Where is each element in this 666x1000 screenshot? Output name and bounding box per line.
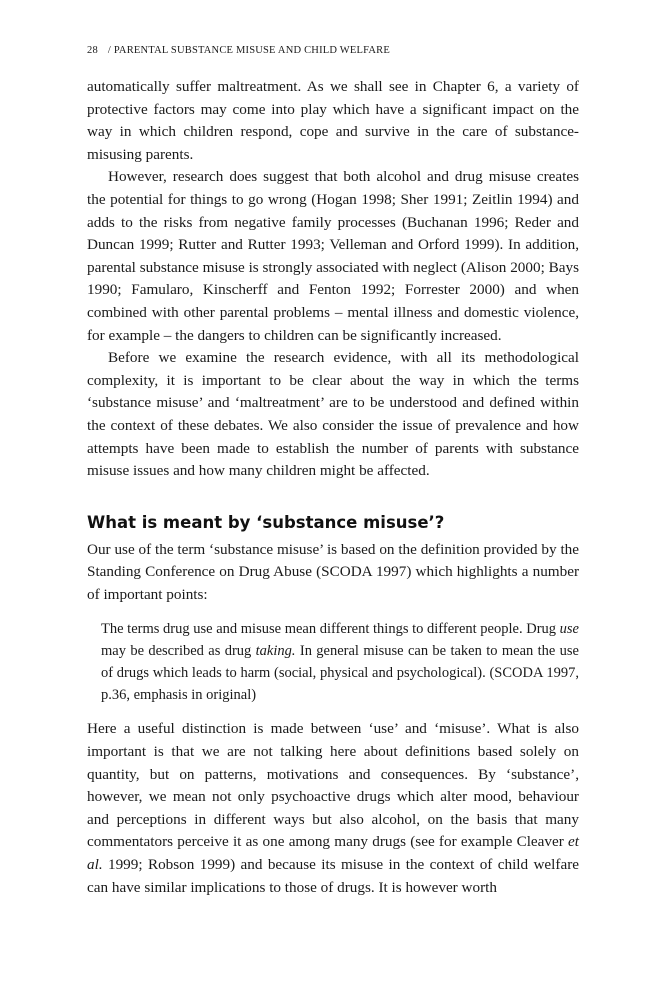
body-text: [87, 76, 579, 899]
running-header: [87, 45, 390, 56]
quote-text: The terms drug use and misuse mean different things to different people. Drug use may be described as drug taking. In general misuse can be taken to mean the use of drugs which leads to harm (social, physical and psychological). (SCODA 1997, p.36, emphasis in original): [101, 621, 579, 704]
emphasis-taking: taking.: [255, 643, 296, 660]
running-title: / PARENTAL SUBSTANCE MISUSE AND CHILD WELFARE: [107, 45, 390, 56]
paragraph-1: automatically suffer maltreatment. As we shall see in Chapter 6, a variety of protective factors may come into play which have a significant impact on the way in which children respond, cope and survive in the care of substance-misusing parents.: [87, 78, 579, 163]
paragraph-2: However, research does suggest that both alcohol and drug misuse creates the potential for things to go wrong (Hogan 1998; Sher 1991; Zeitlin 1994) and adds to the risks from negative family processes (Buchanan 1996; Reder and Duncan 1999; Rutter and Rutter 1993; Velleman and Orford 1999). In addition, parental substance misuse is strongly associated with neglect (Alison 2000; Bays 1990; Famularo, Kinscherff and Fenton 1992; Forrester 2000) and when combined with other parental problems – mental illness and domestic violence, for example – the dangers to children can be significantly increased.: [87, 168, 579, 344]
paragraph-after-quote: Here a useful distinction is made between ‘use’ and ‘misuse’. What is also important is that we are not talking here about definitions based solely on quantity, but on patterns, motivations and consequences. By ‘substance’, however, we mean not only psychoactive drugs which alter mood, behaviour and perceptions in different ways but also alcohol, on the basis that many commentators perceive it as one among many drugs (see for example Cleaver et al. 1999; Robson 1999) and because its misuse in the context of child welfare can have similar implications to those of drugs. It is however worth: [87, 720, 579, 896]
emphasis-et-al: et al.: [87, 833, 579, 874]
page-number: 28: [87, 45, 98, 56]
block-quote: [101, 618, 579, 706]
section-intro: Our use of the term ‘substance misuse’ is based on the definition provided by the Standing Conference on Drug Abuse (SCODA 1997) which highlights a number of important points:: [87, 540, 579, 603]
paragraph-3: Before we examine the research evidence, with all its methodological complexity, it is important to be clear about the way in which the terms ‘substance misuse’ and ‘maltreatment’ are to be understood and defined within the context of these debates. We also consider the issue of prevalence and how attempts have been made to establish the number of parents with substance misuse issues and how many children might be affected.: [87, 349, 579, 480]
section-heading: What is meant by ‘substance misuse’?: [87, 512, 445, 532]
emphasis-use: use: [559, 621, 579, 638]
